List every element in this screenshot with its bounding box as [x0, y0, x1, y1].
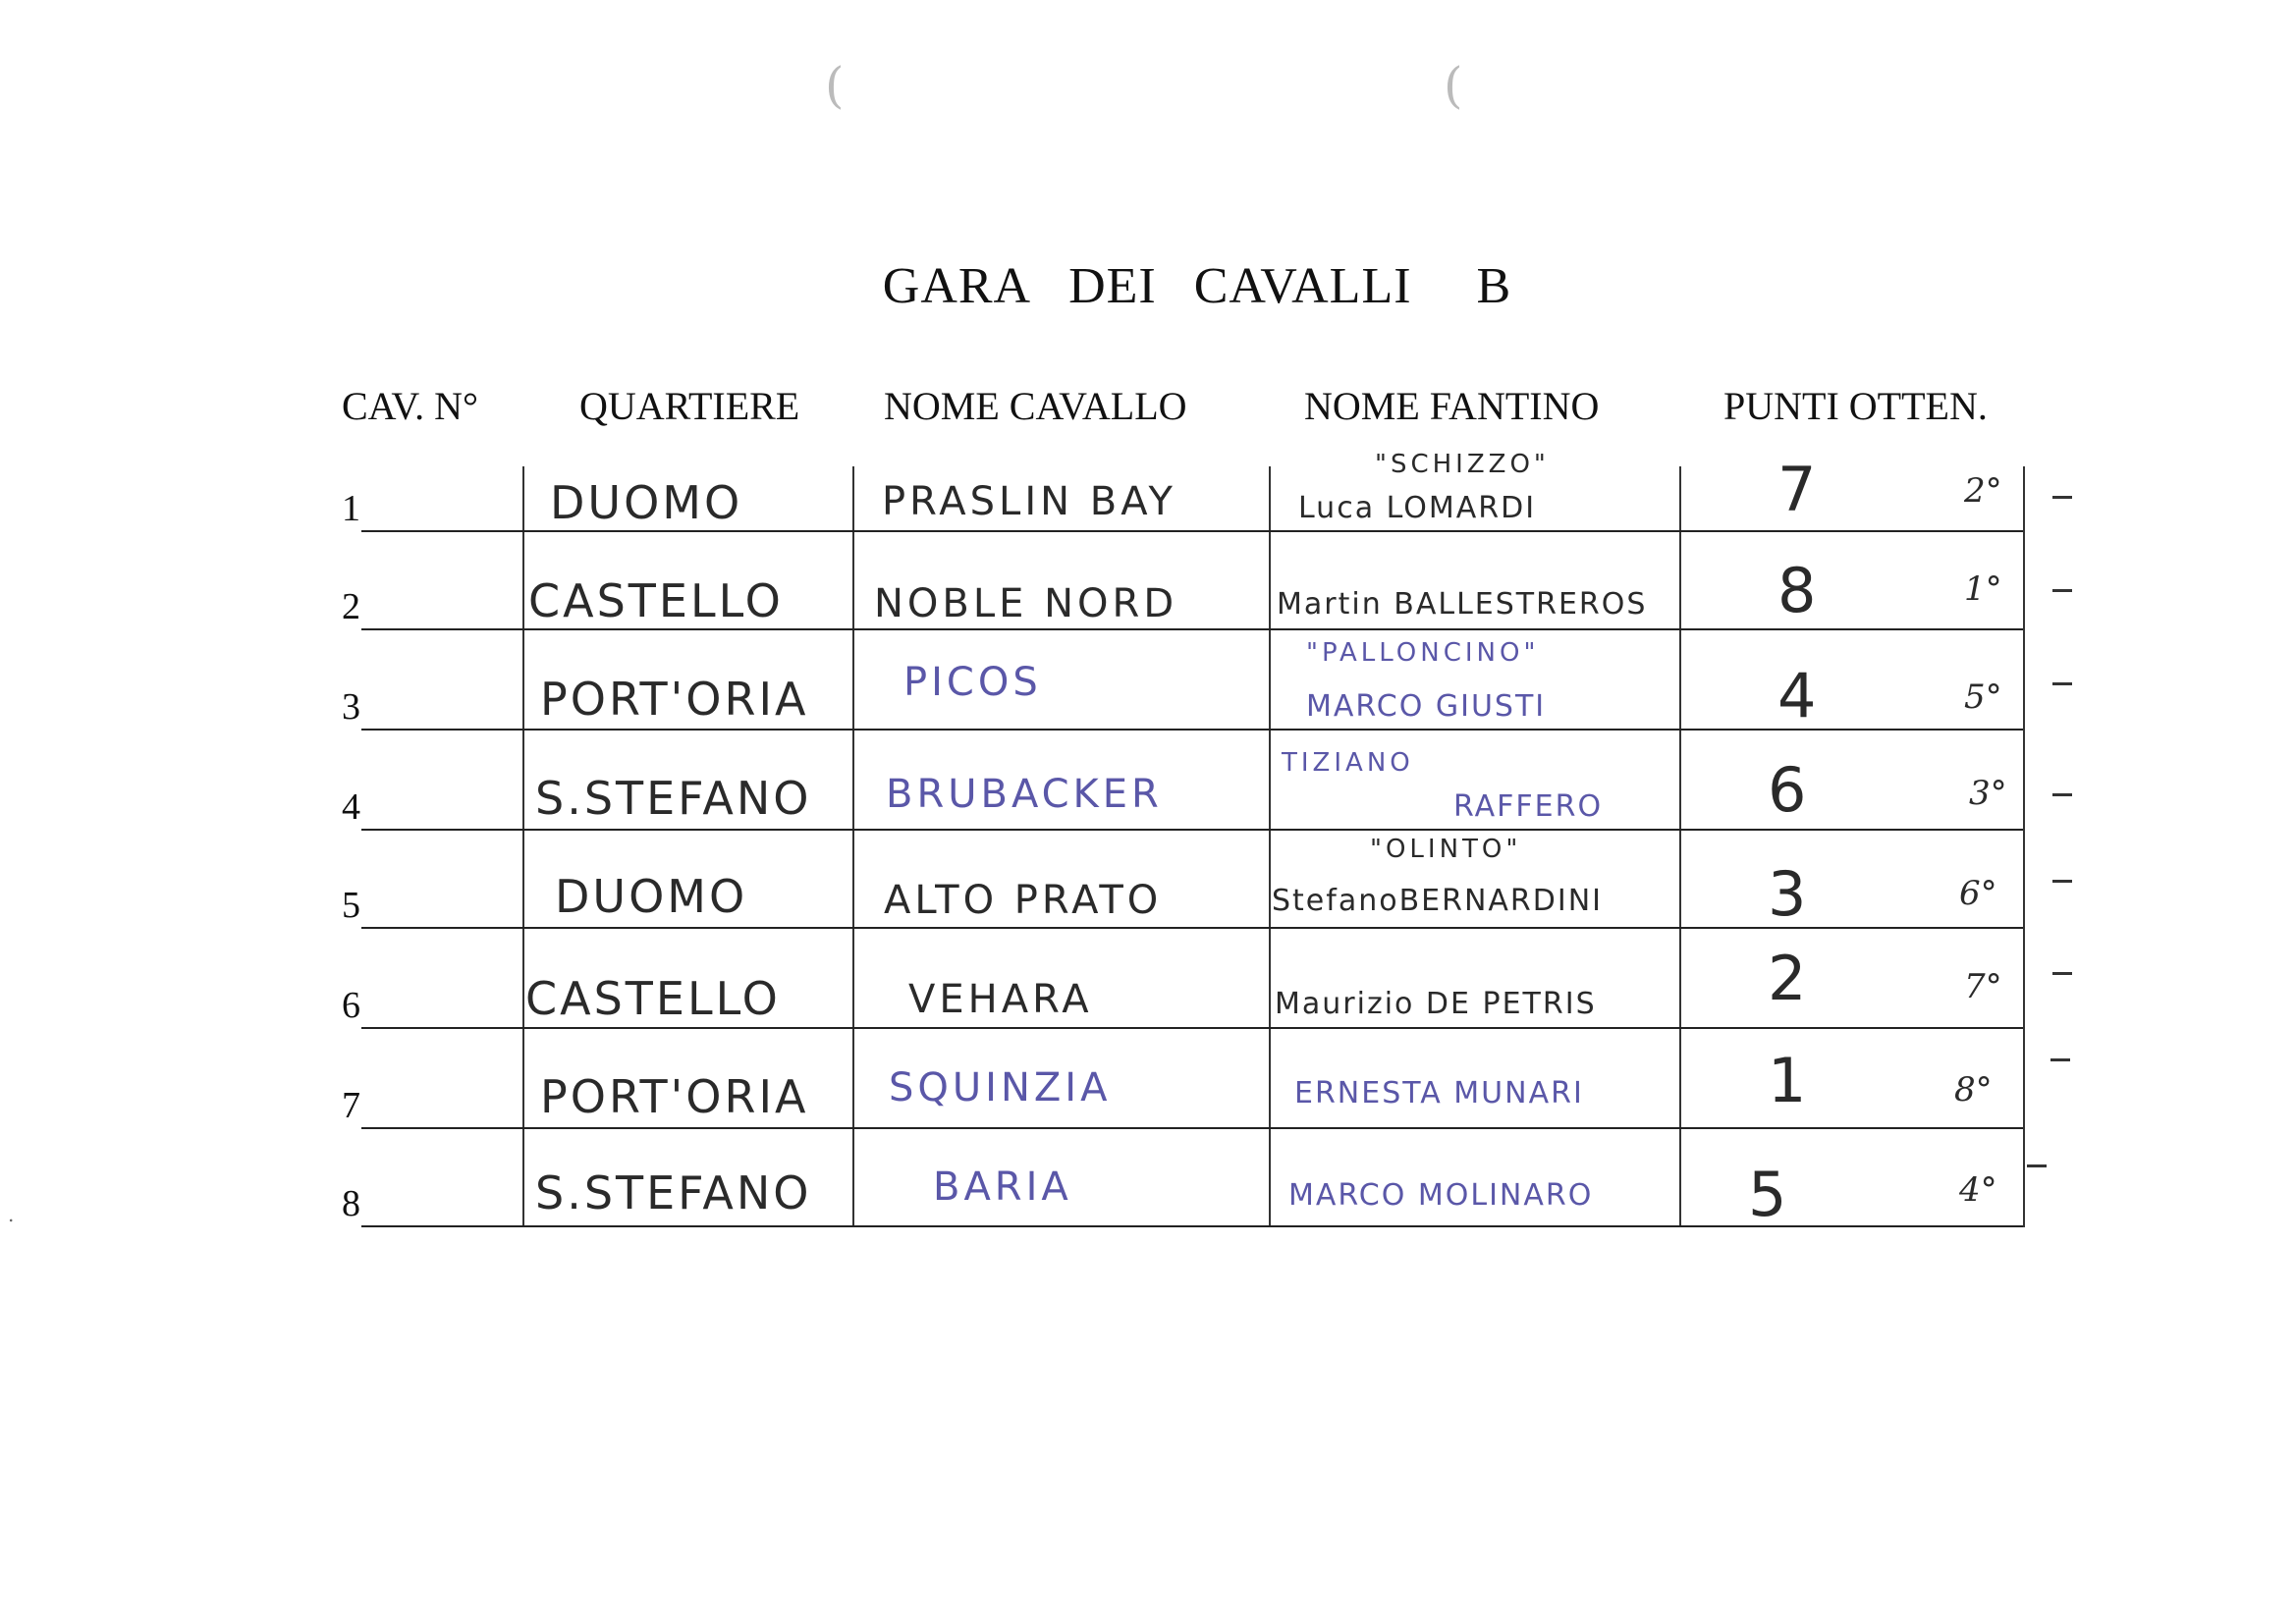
- row-number: 2: [342, 586, 360, 627]
- cavallo-cell: BARIA: [933, 1164, 1072, 1210]
- row-number: 6: [342, 985, 360, 1026]
- position-cell: 5°: [1964, 677, 2002, 717]
- points-cell: 6: [1768, 754, 1807, 826]
- fantino-cell: ERNESTA MUNARI: [1294, 1076, 1584, 1110]
- fantino-nickname: "OLINTO": [1370, 835, 1522, 864]
- dash-mark: [2052, 972, 2072, 975]
- title-word: DEI: [1068, 258, 1157, 314]
- fantino-cell: MARCO GIUSTI: [1306, 689, 1547, 724]
- column-divider: [852, 466, 854, 1227]
- row-rule: [361, 729, 2023, 731]
- fantino-cell: StefanoBERNARDINI: [1272, 884, 1604, 918]
- fantino-nickname: "SCHIZZO": [1375, 450, 1550, 479]
- points-cell: 1: [1768, 1045, 1807, 1116]
- column-divider: [2023, 466, 2025, 1227]
- row-rule: [361, 829, 2023, 831]
- fantino-nickname: TIZIANO: [1282, 748, 1414, 778]
- title-word: CAVALLI: [1193, 258, 1412, 314]
- points-cell: 7: [1777, 454, 1817, 525]
- fantino-cell: MARCO MOLINARO: [1288, 1178, 1594, 1213]
- position-cell: 7°: [1964, 967, 2002, 1006]
- cavallo-cell: NOBLE NORD: [874, 581, 1178, 626]
- fantino-nickname: "PALLONCINO": [1306, 638, 1540, 668]
- row-number: 5: [342, 885, 360, 926]
- header-nome-cavallo: NOME CAVALLO: [884, 384, 1187, 428]
- cavallo-cell: VEHARA: [908, 977, 1093, 1022]
- fantino-cell: Maurizio DE PETRIS: [1275, 987, 1597, 1021]
- points-cell: 5: [1748, 1159, 1787, 1230]
- fantino-cell: RAFFERO: [1453, 789, 1604, 824]
- fantino-cell: Luca LOMARDI: [1298, 491, 1537, 525]
- position-cell: 2°: [1964, 471, 2002, 511]
- cavallo-cell: SQUINZIA: [889, 1065, 1112, 1110]
- punch-hole-mark: (: [825, 57, 845, 114]
- position-cell: 1°: [1964, 569, 2002, 609]
- header-punti: PUNTI OTTEN.: [1723, 384, 1988, 428]
- row-rule: [361, 628, 2023, 630]
- column-divider: [1679, 466, 1681, 1227]
- quartiere-cell: PORT'ORIA: [540, 673, 809, 726]
- scan-speck: .: [8, 1203, 15, 1226]
- page-title: [0, 257, 2296, 315]
- points-cell: 8: [1777, 555, 1817, 626]
- quartiere-cell: CASTELLO: [528, 574, 784, 627]
- dash-mark: [2050, 1058, 2070, 1061]
- title-word: GARA: [882, 258, 1032, 314]
- row-number: 3: [342, 686, 360, 728]
- row-rule: [361, 530, 2023, 532]
- points-cell: 3: [1768, 858, 1807, 930]
- row-number: 8: [342, 1183, 360, 1224]
- quartiere-cell: DUOMO: [550, 476, 743, 529]
- cavallo-cell: ALTO PRATO: [884, 878, 1163, 923]
- row-rule: [361, 1127, 2023, 1129]
- row-number: 1: [342, 488, 360, 529]
- quartiere-cell: S.STEFANO: [535, 1166, 812, 1219]
- row-rule: [361, 1027, 2023, 1029]
- title-word: B: [1476, 258, 1512, 314]
- position-cell: 3°: [1969, 774, 2007, 813]
- dash-mark: [2027, 1164, 2047, 1167]
- row-number: 4: [342, 786, 360, 828]
- column-divider: [522, 466, 524, 1227]
- dash-mark: [2052, 496, 2072, 499]
- cavallo-cell: BRUBACKER: [886, 772, 1163, 817]
- points-cell: 4: [1777, 660, 1817, 731]
- quartiere-cell: CASTELLO: [525, 972, 781, 1025]
- cavallo-cell: PRASLIN BAY: [882, 479, 1176, 524]
- punch-hole-mark: (: [1444, 57, 1463, 114]
- dash-mark: [2052, 682, 2072, 685]
- cavallo-cell: PICOS: [903, 660, 1042, 705]
- quartiere-cell: DUOMO: [555, 870, 748, 923]
- quartiere-cell: PORT'ORIA: [540, 1070, 809, 1123]
- position-cell: 4°: [1959, 1170, 1997, 1210]
- header-quartiere: QUARTIERE: [579, 384, 800, 428]
- quartiere-cell: S.STEFANO: [535, 772, 812, 825]
- dash-mark: [2052, 589, 2072, 592]
- header-cav-no: CAV. N°: [342, 384, 479, 428]
- header-nome-fantino: NOME FANTINO: [1304, 384, 1600, 428]
- column-divider: [1269, 466, 1271, 1227]
- row-number: 7: [342, 1085, 360, 1126]
- position-cell: 6°: [1959, 874, 1997, 913]
- dash-mark: [2052, 793, 2072, 796]
- position-cell: 8°: [1954, 1070, 1993, 1110]
- fantino-cell: Martin BALLESTREROS: [1277, 587, 1648, 622]
- points-cell: 2: [1768, 943, 1807, 1014]
- dash-mark: [2052, 880, 2072, 883]
